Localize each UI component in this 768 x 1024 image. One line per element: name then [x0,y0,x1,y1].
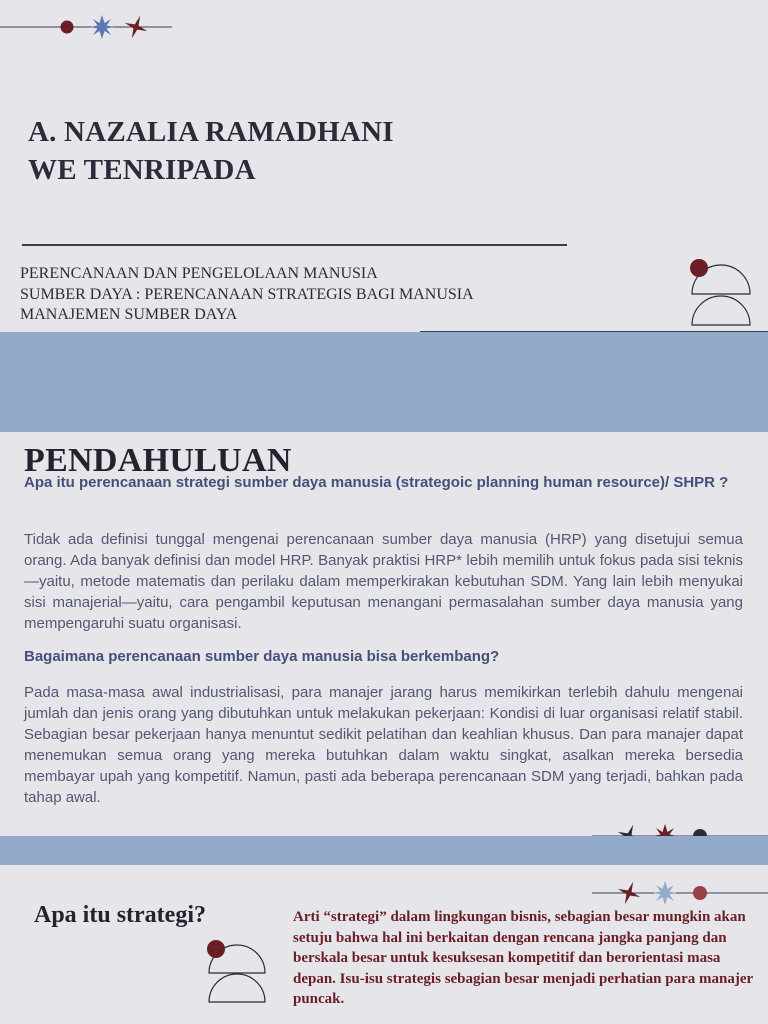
red-dot-icon [207,940,225,958]
strategy-title: Apa itu strategi? [34,902,206,928]
paragraph-2: Pada masa-masa awal industrialisasi, para manajer jarang harus memikirkan terlebih dahulu mengenai jumlah dan jenis orang yang dibutuhkan untuk melakukan pekerjaan: Kondisi di luar organisasi relatif stabil. Sebagian besar pekerjaan hanya menuntut sedikit pelatihan dan keahlian khusus. Dan para manajer dapat menemukan semua orang yang mereka butuhkan dalam waktu singkat, asalkan mereka bersedia membayar upah yang kompetitif. Namun, pasti ada beberapa perencanaan SDM yang terjadi, bahkan pada tahap awal. [24,684,743,806]
subtitle-line-3: MANAJEMEN SUMBER DAYA [20,306,238,323]
blue-starburst-icon [90,15,114,39]
blue-band-2 [0,836,768,865]
red-four-point-star-icon [614,879,645,908]
top-decoration [0,12,180,44]
subtitle-line-1: PERENCANAAN DAN PENGELOLAAN MANUSIA [20,265,378,282]
red-dot-icon [693,886,707,900]
red-dot-icon [61,21,74,34]
strategy-description: Arti “strategi” dalam lingkungan bisnis, sebagian besar mungkin akan setuju bahwa hal ini berkaitan dengan rencana jangka panjang dan berskala besar untuk kesuksesan kompetitif dan berorientasi masa depan. Isu-isu strategis sebagian besar menjadi perhatian para manajer puncak. [293,909,753,1007]
semicircle-decoration-2 [204,936,270,1006]
paragraph-1: Tidak ada definisi tunggal mengenai perencanaan sumber daya manusia (HRP) yang disetujui semua orang. Ada banyak definisi dan model HRP. Banyak praktisi HRP* lebih memilih untuk fokus pada sisi teknis—yaitu, metode matematis dan perilaku dalam memperkirakan kebutuhan SDM. Yang lain lebih menyukai sisi manajerial—yaitu, cara pengambil keputusan menangani permasalahan sumber daya manusia yang mempengaruhi suatu organisasi. [24,531,743,632]
section-title: PENDAHULUAN [24,442,292,479]
slide3-top-decoration [592,879,768,909]
question-2: Bagaimana perencanaan sumber daya manusia bisa berkembang? [24,648,500,665]
semicircle-decoration [686,256,756,328]
red-dot-icon [690,259,708,277]
subtitle-line-2: SUMBER DAYA : PERENCANAAN STRATEGIS BAGI MANUSIA [20,286,474,303]
blue-band [0,332,768,432]
title-divider [22,244,567,246]
question-1: Apa itu perencanaan strategi sumber daya manusia (strategoic planning human resource)/ SHPR ? [24,474,729,491]
blue-starburst-icon [653,881,677,905]
author-name-line-2: WE TENRIPADA [28,154,256,186]
author-name-line-1: A. NAZALIA RAMADHANI [28,116,394,148]
